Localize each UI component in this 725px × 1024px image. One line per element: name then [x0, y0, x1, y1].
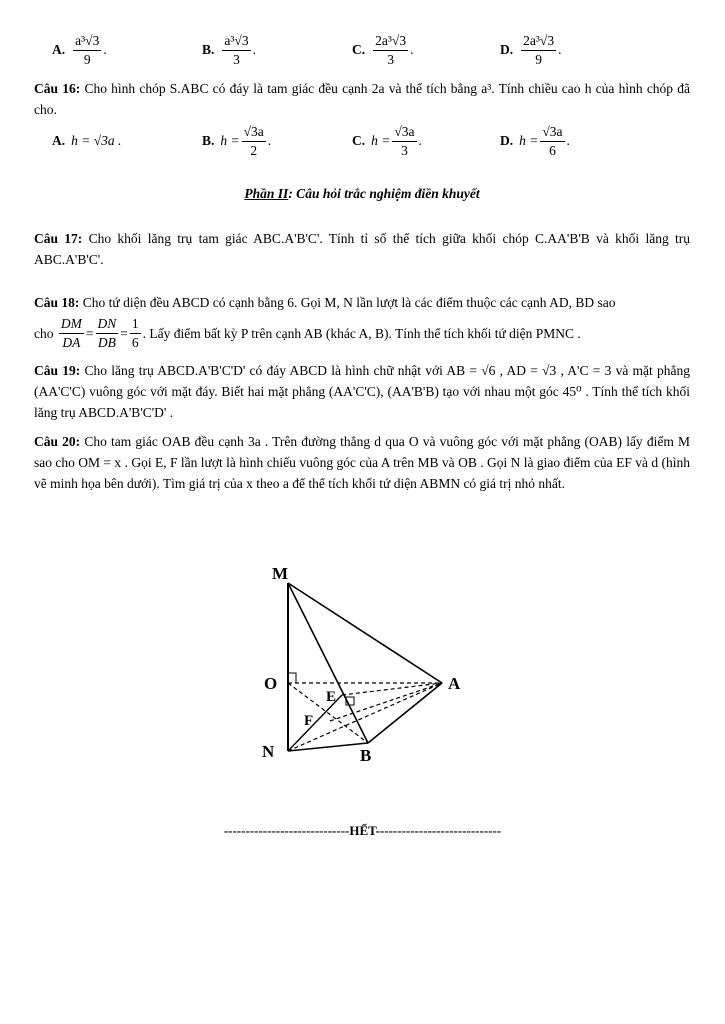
label-m: M	[272, 564, 289, 583]
label-e: E	[326, 689, 337, 705]
question-17: Câu 17: Cho khối lăng trụ tam giác ABC.A'B'C'. Tính tỉ số thể tích giữa khối chóp C.AA'B'B và khối lăng trụ ABC.A'B'C'.	[34, 231, 690, 267]
numerator: 2a³√3	[521, 32, 556, 51]
question-20: Câu 20: Cho tam giác OAB đều cạnh 3a . Trên đường thẳng d qua O và vuông góc với mặt phẳng (OAB) lấy điểm M sao cho OM = x . Gọi E, F lần lượt là hình chiếu vuông góc của A trên MB và OB . Gọi N là giao điểm của EF và d (hình vẽ minh họa bên dưới). Tìm giá trị của x theo a để thể tích khối tứ diện ABMN có giá trị nhỏ nhất.	[34, 434, 690, 491]
line-nb	[288, 743, 368, 751]
line-ma	[288, 583, 442, 683]
section-heading: Phần II: Câu hỏi trắc nghiệm điền khuyết	[244, 186, 480, 201]
option-d: D. h = $\frac{√3a}{6}$ .	[500, 123, 570, 158]
line-mb	[288, 583, 368, 743]
numerator: a³√3	[73, 32, 101, 51]
label-o: O	[264, 674, 278, 693]
label-a: A	[448, 674, 461, 693]
numerator: √3a	[242, 123, 266, 142]
option-c: C. $\frac{\text{2a³√3}}{3}$ .	[352, 32, 414, 67]
q16-options	[34, 120, 690, 162]
right-angle-mark	[288, 673, 296, 683]
numerator: a³√3	[222, 32, 250, 51]
label-f: F	[304, 713, 314, 729]
numerator: √3a	[540, 123, 564, 142]
numerator: √3a	[392, 123, 416, 142]
denominator: 3	[401, 142, 408, 158]
option-c: C. h = $\frac{√3a}{3}$ .	[352, 123, 422, 158]
option-a: A. h = √3a .	[52, 133, 122, 148]
question-19: Câu 19: Cho lăng trụ ABCD.A'B'C'D' có đáy ABCD là hình chữ nhật với AB = √6 , AD = √3 , A'C = 3 và mặt phẳng (AA'C'C) vuông góc với mặt đáy. Biết hai mặt phẳng (AA'C'C), (AA'B'B) tạo với nhau một góc 45⁰ . Tính thể tích khối lăng trụ ABCD.A'B'C'D' .	[34, 363, 691, 420]
denominator: 9	[83, 51, 91, 67]
option-b: B. h = $\frac{√3a}{2}$ .	[202, 123, 272, 158]
end-marker: -----------------------------HẾT-----------------------------	[223, 823, 502, 838]
option-d: D. $\frac{\text{2a³√3}}{9}$ .	[500, 32, 562, 67]
question-16: Câu 16: Cho hình chóp S.ABC có đáy là tam giác đều cạnh 2a và thể tích bằng a³. Tính chiều cao h của hình chóp đã cho.	[34, 81, 691, 117]
line-ba	[368, 683, 442, 743]
numerator: 2a³√3	[373, 32, 408, 51]
geometry-figure	[250, 555, 480, 775]
denominator: 2	[250, 142, 258, 158]
denominator: 9	[535, 51, 542, 67]
denominator: 3	[233, 51, 240, 67]
question-18: Câu 18: Cho tứ diện đều ABCD có cạnh bằng 6. Gọi M, N lần lượt là các điểm thuộc các cạnh AD, BD sao cho $\frac{DM}{DA}$ = $\frac{DN}{DB}$ = $\frac{1}{6}$ . Lấy điểm bất kỳ P trên cạnh AB (khác A, B). Tính thể tích khối tứ diện PMNC .	[34, 295, 616, 350]
line-ea	[342, 683, 442, 695]
denominator: 3	[387, 51, 394, 67]
denominator: 6	[549, 142, 556, 158]
q15-options	[34, 30, 690, 70]
label-b: B	[360, 746, 372, 765]
label-n: N	[262, 742, 275, 761]
option-b: B. $\frac{\text{a³√3}}{3}$ .	[202, 32, 256, 67]
option-a: A. $\frac{\text{a³√3}}{9}$ .	[52, 32, 107, 67]
exam-page	[34, 30, 690, 494]
